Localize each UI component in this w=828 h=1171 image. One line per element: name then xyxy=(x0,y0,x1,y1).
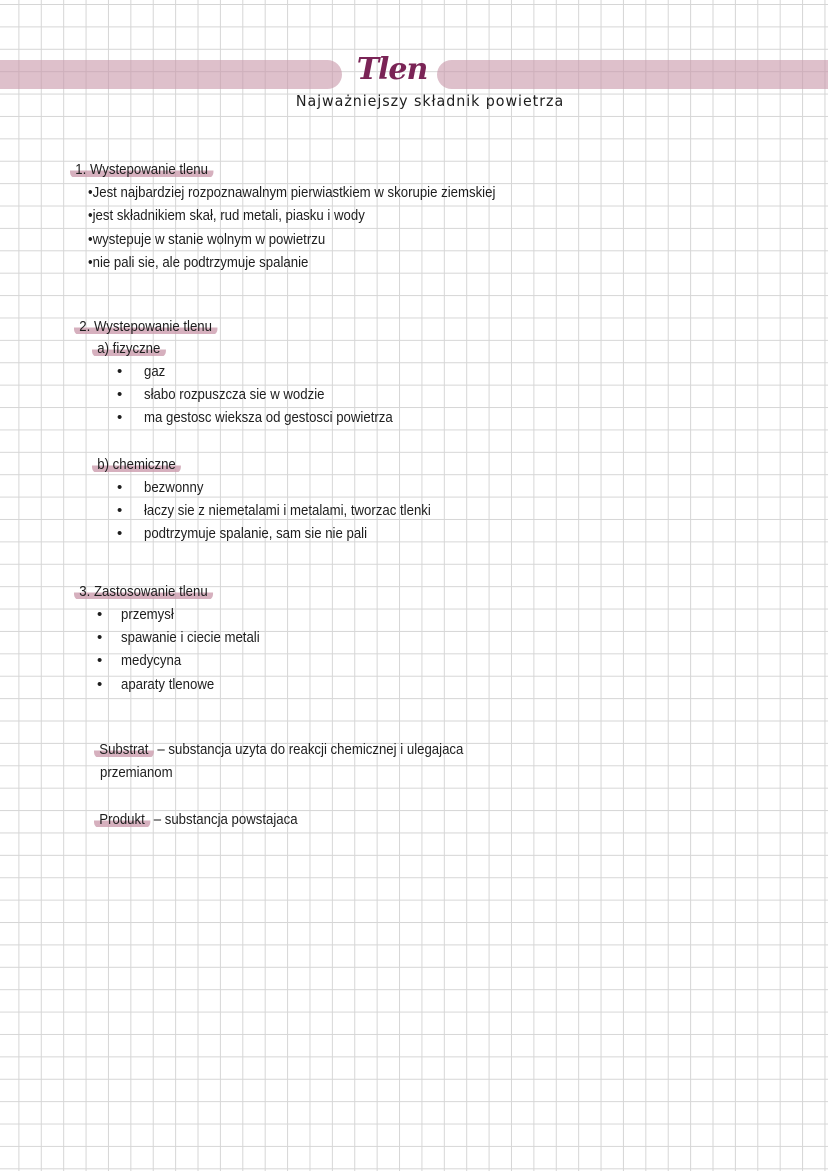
list-item: ma gestosc wieksza od gestosci powietrza xyxy=(144,409,393,426)
definition-produkt xyxy=(94,811,298,829)
bullet-icon: • xyxy=(117,525,123,542)
bullet-icon: • xyxy=(97,652,103,669)
section3-heading-text: 3. Zastosowanie tlenu xyxy=(74,583,213,600)
bullet-icon: • xyxy=(117,502,123,519)
definition-substrat-cont: przemianom xyxy=(100,764,173,781)
page-subtitle: Najważniejszy składnik powietrza xyxy=(295,92,565,110)
list-item: •nie pali sie, ale podtrzymuje spalanie xyxy=(88,254,309,271)
list-item: •jest składnikiem skał, rud metali, piasku i wody xyxy=(88,207,365,224)
definition-term: Substrat xyxy=(94,741,154,758)
subsection-b-text: b) chemiczne xyxy=(92,456,181,473)
definition-term: Produkt xyxy=(94,811,150,828)
definition-text: – substancja powstajaca xyxy=(150,811,298,828)
page-title: Tlen xyxy=(356,52,428,87)
subsection-a-label xyxy=(92,340,166,358)
bullet-icon: • xyxy=(117,409,123,426)
bullet-icon: • xyxy=(97,606,103,623)
header-banner-right xyxy=(437,60,828,89)
bullet-icon: • xyxy=(97,676,103,693)
list-item: medycyna xyxy=(121,652,182,669)
bullet-icon: • xyxy=(117,479,123,496)
bullet-icon: • xyxy=(97,629,103,646)
section2-heading xyxy=(74,318,217,336)
list-item: łaczy sie z niemetalami i metalami, tworzac tlenki xyxy=(144,502,431,519)
list-item: •wystepuje w stanie wolnym w powietrzu xyxy=(88,231,326,248)
section2-heading-text: 2. Wystepowanie tlenu xyxy=(74,318,217,335)
list-item: •Jest najbardziej rozpoznawalnym pierwiastkiem w skorupie ziemskiej xyxy=(88,184,496,201)
list-item: podtrzymuje spalanie, sam sie nie pali xyxy=(144,525,368,542)
subsection-b-label xyxy=(92,456,181,474)
header-banner-left xyxy=(0,60,342,89)
definition-substrat xyxy=(94,741,463,759)
list-item: bezwonny xyxy=(144,479,204,496)
section1-heading-text: 1. Wystepowanie tlenu xyxy=(70,161,213,178)
bullet-icon: • xyxy=(117,386,123,403)
list-item: aparaty tlenowe xyxy=(121,676,215,693)
definition-text: – substancja uzyta do reakcji chemicznej i ulegajaca xyxy=(153,741,464,758)
list-item: gaz xyxy=(144,363,166,380)
list-item: przemysł xyxy=(121,606,174,623)
section3-heading xyxy=(74,583,213,601)
section1-heading xyxy=(70,161,213,179)
subsection-a-text: a) fizyczne xyxy=(92,340,166,357)
list-item: słabo rozpuszcza sie w wodzie xyxy=(144,386,325,403)
bullet-icon: • xyxy=(117,363,123,380)
list-item: spawanie i ciecie metali xyxy=(121,629,260,646)
